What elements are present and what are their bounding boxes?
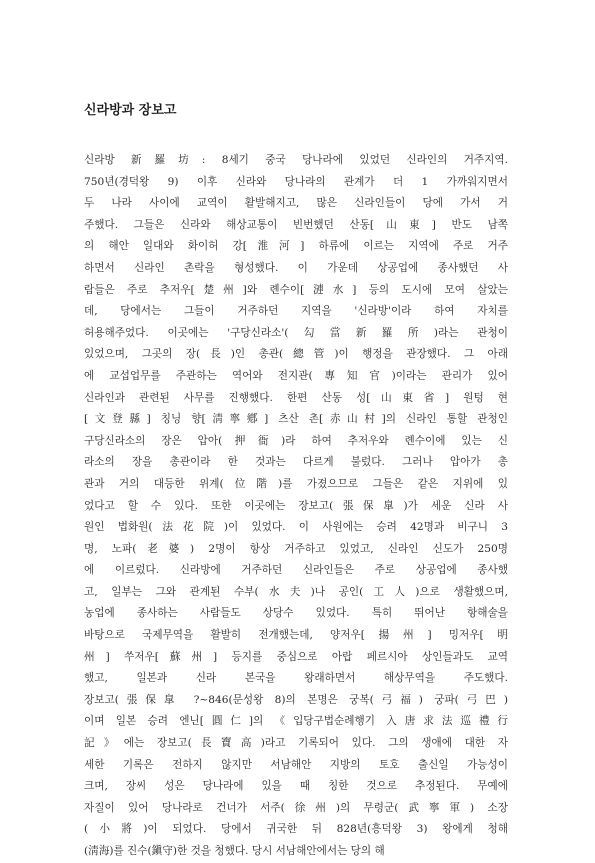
body-text-line: 신라방 新羅坊: 8세기 중국 당나라에 있었던 신라인의 거주지역. xyxy=(84,154,508,166)
body-text-line: 했고, 일본과 신라 본국을 왕래하면서 해상무역을 주도했다. xyxy=(84,672,508,685)
body-text-line: 자질이 있어 당나라로 건너가 서주(徐州)의 무령군(武寧軍) 소장 xyxy=(84,801,508,814)
body-text-line: 두 나라 사이에 교역이 활발해지고, 많은 신라인들이 당에 가서 거 xyxy=(84,197,508,210)
body-text-line: 라소의 장을 총관이라 한 것과는 다르게 불렀다. 그러나 압아가 총 xyxy=(84,456,508,469)
body-text-line: 에 이르렀다. 신라방에 거주하던 신라인들은 주로 상공업에 종사했 xyxy=(84,564,508,577)
body-text-line: 세한 기록은 전하지 않지만 서남해안 지방의 토호 출신일 가능성이 xyxy=(84,758,508,771)
body-text-line: 고, 일부는 그와 관계된 수부(水夫)나 공인(工人)으로 생활했으며, xyxy=(84,585,508,598)
body-text-line: 구당신라소의 장은 압아(押衙)라 하여 추저우와 롄수이에 있는 신 xyxy=(84,434,508,447)
body-text-line: 관과 거의 대등한 위계(位階)를 가졌으므로 그들은 같은 지위에 있 xyxy=(84,477,508,490)
body-text-line: 원인 법화원(法花院)이 있었다. 이 사원에는 승려 42명과 비구니 3 xyxy=(84,521,508,534)
body-text-line: 장보고(張保皐 ?~846(문성왕 8)의 본명은 궁복(弓福) 궁파(弓巴) xyxy=(84,693,508,706)
body-text-line: [文登縣] 칭닝 향[淸寧鄕] 츠산 촌[赤山村]의 신라인 통할 관청인 xyxy=(84,413,508,426)
body-text-line: (小將)이 되었다. 당에서 귀국한 뒤 828년(흥덕왕 3) 왕에게 청해 xyxy=(84,823,508,836)
body-text-line: 람들은 주로 추저우[楚州]와 롄수이[漣水] 등의 도시에 모여 살았는 xyxy=(84,283,508,296)
document-body xyxy=(84,150,508,863)
body-text-line: (淸海)를 진수(鎭守)한 것을 청했다. 당시 서남해안에서는 당의 해 xyxy=(84,845,385,857)
body-text-line: 하면서 신라인 촌락을 형성했다. 이 가운데 상공업에 종사했던 사 xyxy=(84,261,508,274)
body-text-line: 750년(경덕왕 9) 이후 신라와 당나라의 관계가 더 1 가까워지면서 xyxy=(84,175,508,188)
body-text-line: 州] 쑤저우[蘇州] 등지를 중심으로 아랍 페르시아 상인들과도 교역 xyxy=(84,650,508,663)
document-title: 신라방과 장보고 xyxy=(84,103,177,118)
body-text-line: 주했다. 그들은 신라와 해상교통이 빈번했던 산동[山東] 반도 남쪽 xyxy=(84,218,508,231)
body-text-line: 바탕으로 국제무역을 활발히 전개했는데, 양저우[揚州] 밍저우[明 xyxy=(84,629,508,642)
body-text-line: 記》에는 장보고(長寶高)라고 기록되어 있다. 그의 생애에 대한 자 xyxy=(84,737,508,750)
body-text-line: 데, 당에서는 그들이 거주하던 지역을 '신라방'이라 하여 자치를 xyxy=(84,305,508,318)
body-text-line: 에 교섭업무를 주관하는 역어와 전지관(專知官)이라는 관리가 있어 xyxy=(84,369,508,382)
body-text-line: 농업에 종사하는 사람들도 상당수 있었다. 특히 뛰어난 항해술을 xyxy=(84,607,508,620)
body-text-line: 이며 일본 승려 엔닌[圓仁]의 《입당구법순례행기 入唐求法巡禮行 xyxy=(84,715,508,728)
body-text-line: 명, 노파(老婆) 2명이 항상 거주하고 있었고, 신라인 신도가 250명 xyxy=(84,542,508,555)
body-text-line: 있었으며, 그곳의 장(長)인 총관(總管)이 행정을 관장했다. 그 아래 xyxy=(84,348,508,361)
body-text-line: 신라인과 관련된 사무를 진행했다. 한편 산동 성[山東省] 원텅 현 xyxy=(84,391,508,404)
body-text-line: 허용해주었다. 이곳에는 '구당신라소'(勾當新羅所)라는 관청이 xyxy=(84,326,508,339)
body-text-line: 의 해안 일대와 화이허 강[淮河] 하류에 이르는 지역에 주로 거주 xyxy=(84,240,508,253)
body-text-line: 크며, 장씨 성은 당나라에 있을 때 칭한 것으로 추정된다. 무예에 xyxy=(84,780,508,793)
body-text-line: 었다고 할 수 있다. 또한 이곳에는 장보고(張保皐)가 세운 신라 사 xyxy=(84,499,508,512)
